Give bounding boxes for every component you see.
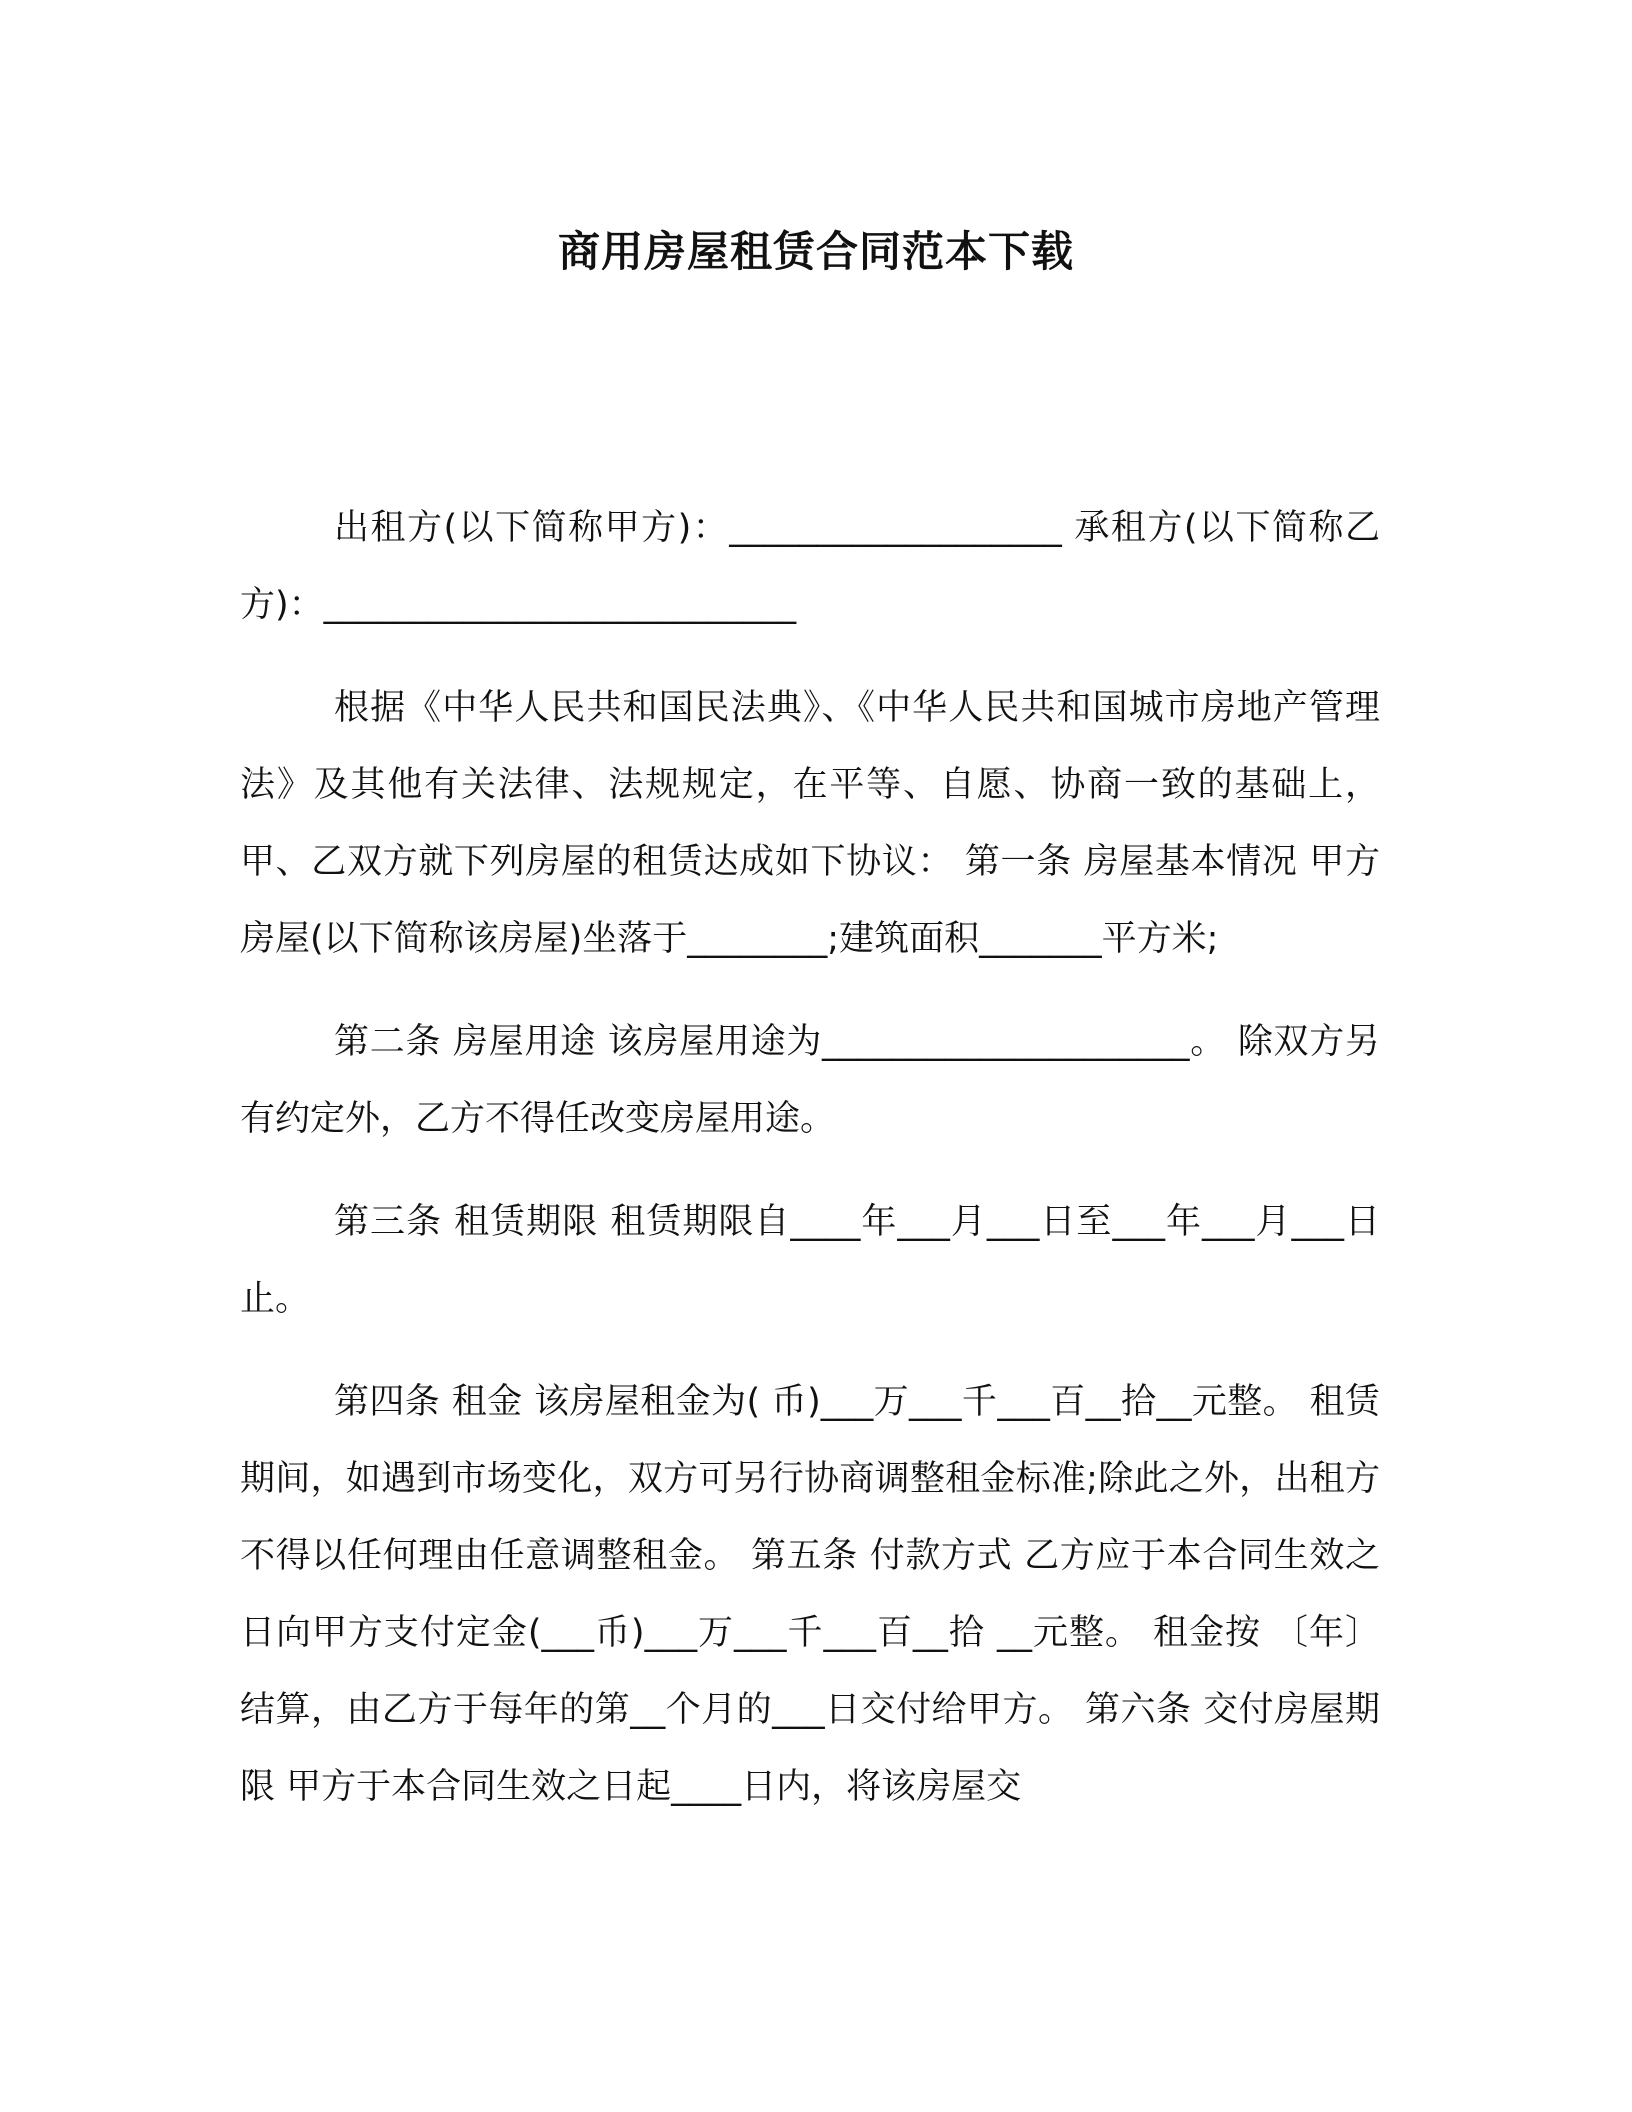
paragraph-article-2: 第二条 房屋用途 该房屋用途为_____________________。 除双方另有约定外，乙方不得任改变房屋用途。 [240, 1022, 1380, 1139]
document-title: 商用房屋租赁合同范本下载 [557, 227, 1074, 276]
document-body [240, 490, 1380, 1826]
paragraph-article-3: 第三条 租赁期限 租赁期限自____年___月___日至___年___月___日止。 [240, 1202, 1380, 1319]
paragraph-article-1: 根据《中华人民共和国民法典》、《中华人民共和国城市房地产管理法》及其他有关法律、法规规定，在平等、自愿、协商一致的基础上，甲、乙双方就下列房屋的租赁达成如下协议： 第一条 房屋基本情况 甲方房屋(以下简称该房屋)坐落于________;建筑面积_______平方米; [240, 688, 1380, 959]
paragraph-article-4-6: 第四条 租金 该房屋租金为( 币)___万___千___百__拾__元整。 租赁期间，如遇到市场变化，双方可另行协商调整租金标准;除此之外，出租方不得以任何理由任意调整租金。 第五条 付款方式 乙方应于本合同生效之日向甲方支付定金(___币)___万___千___百__拾 __元整。 租金按 〔年〕 结算，由乙方于每年的第__个月的___日交付给甲方。 第六条 交付房屋期限 甲方于本合同生效之日起____日内，将该房屋交 [240, 1382, 1380, 1807]
paragraph-parties: 出租方(以下简称甲方)：___________________ 承租方(以下简称乙方)：___________________________ [240, 508, 1380, 625]
